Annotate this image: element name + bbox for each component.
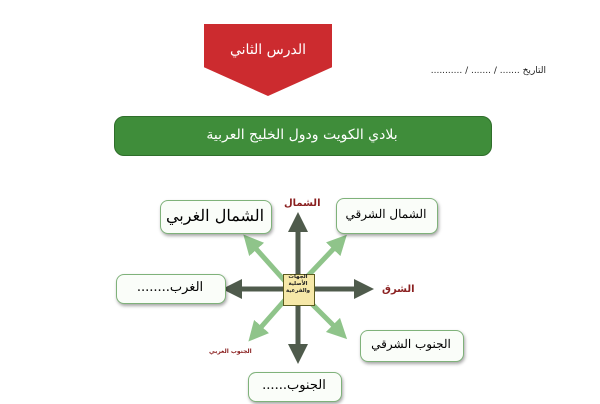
box-south-label: الجنوب...... <box>262 378 326 393</box>
box-southeast-label: الجنوب الشرقي <box>371 337 451 351</box>
label-north: الشمال <box>284 198 321 209</box>
lesson-title: الدرس الثاني <box>229 42 306 58</box>
label-east: الشرق <box>382 284 415 295</box>
compass-center-label: الجهات الأصلية والفرعية <box>285 274 311 294</box>
box-northwest-label: الشمال الغربي <box>165 206 265 225</box>
page-title: بلادي الكويت ودول الخليج العربية <box>206 127 398 143</box>
date-line: التاريخ ....... / ....... / ........... <box>430 66 546 76</box>
box-northeast-label: الشمال الشرقي <box>345 207 427 221</box>
box-west-label: الغرب........ <box>136 280 204 295</box>
label-southwest: الجنوب الغربي <box>209 348 252 355</box>
